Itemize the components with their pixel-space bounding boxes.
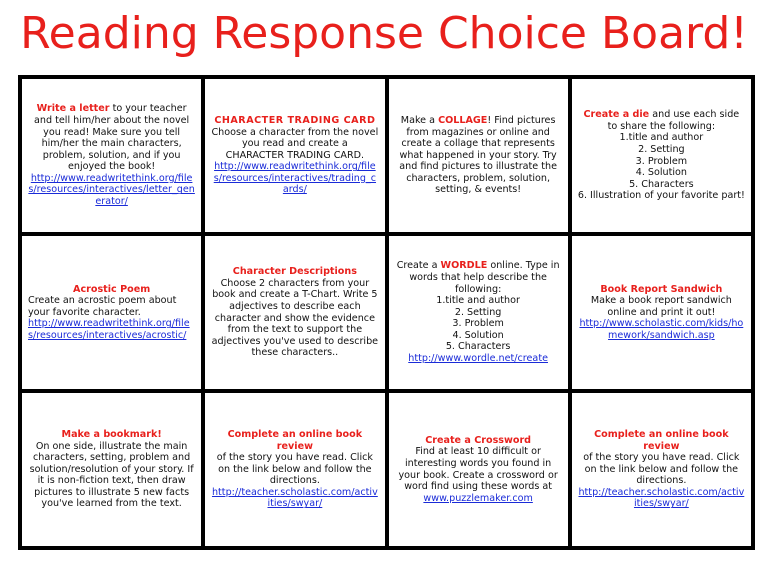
sandwich-link[interactable]: http://www.scholastic.com/kids/homework/sandwich.asp: [579, 318, 744, 341]
list-item: 4. Solution: [635, 167, 688, 179]
cell-online-book-review-2: [572, 393, 751, 546]
cell-heading: Complete an online book review: [594, 428, 729, 452]
cell-heading: Acrostic Poem: [73, 283, 151, 295]
cell-text: Choose a character from the novel you read and create a CHARACTER TRADING CARD.: [211, 126, 379, 161]
list-item: 1.title and author: [619, 132, 704, 144]
cell-text: Find at least 10 difficult or interesting words you found in your book. Create a crossword or word find using these words at: [398, 446, 558, 493]
cell-text: to your teacher and tell him/her about the novel you read! Make sure you tell him/her the main characters, problem, solution, and if you enjoyed the book!: [34, 103, 190, 173]
cell-heading: Complete an online book review: [227, 428, 363, 452]
cell-text: of the story you have read. Click on the link below and follow the directions.: [216, 452, 373, 487]
choice-board-grid: [18, 75, 755, 550]
cell-text: and use each side to share the following:: [607, 109, 740, 132]
list-item: 3. Problem: [452, 318, 504, 330]
cell-heading: Book Report Sandwich: [600, 283, 723, 295]
cell-write-letter: [22, 79, 201, 232]
cell-wordle: [389, 236, 568, 389]
cell-text: online. Type in words that help describe the following:: [409, 260, 560, 295]
cell-create-die: [572, 79, 751, 232]
cell-text: Choose 2 characters from your book and create a T-Chart. Write 5 adjectives to describe each character and show the evidence from the text to support the adjectives you've used to describe these characters..: [211, 277, 379, 359]
list-item: 6. Illustration of your favorite part!: [577, 190, 745, 202]
acrostic-link[interactable]: http://www.readwritethink.org/files/resources/interactives/acrostic/: [28, 318, 190, 341]
cell-text: ! Find pictures from magazines or online and create a collage that represents what happened in your story. Try and find pictures to illustrate the characters, problem, solution, setting, & events!: [399, 114, 557, 196]
letter-generator-link[interactable]: http://www.readwritethink.org/files/resources/interactives/letter_generator/: [28, 172, 195, 208]
wordle-link[interactable]: http://www.wordle.net/create: [408, 353, 548, 365]
cell-text-before: Create a: [396, 260, 441, 272]
cell-text: On one side, illustrate the main characters, setting, problem and solution/resolution of your story. If it is non-fiction text, then draw pictures to illustrate 5 new facts you've learned from the text.: [29, 440, 194, 510]
cell-bookmark: [22, 393, 201, 546]
page-title: Reading Response Choice Board!: [20, 8, 748, 59]
cell-heading: Write a letter: [36, 103, 110, 115]
cell-heading: Create a Crossword: [425, 434, 532, 446]
cell-text-before: Make a: [400, 114, 439, 126]
cell-crossword: [389, 393, 568, 546]
list-item: 2. Setting: [638, 143, 685, 155]
cell-heading: CHARACTER TRADING CARD: [214, 114, 376, 126]
cell-heading: Character Descriptions: [232, 266, 357, 278]
cell-online-book-review-1: [205, 393, 384, 546]
cell-heading: Create a die: [583, 109, 650, 121]
cell-text: of the story you have read. Click on the link below and follow the directions.: [583, 452, 740, 487]
cell-character-trading-card: [205, 79, 384, 232]
book-review-link[interactable]: http://teacher.scholastic.com/activities/swyar/: [578, 486, 745, 510]
cell-text: Make a book report sandwich online and print it out!: [590, 295, 732, 318]
cell-acrostic-poem: [22, 236, 201, 389]
book-review-link[interactable]: http://teacher.scholastic.com/activities/swyar/: [211, 486, 378, 510]
cell-text: Create an acrostic poem about your favorite character.: [28, 295, 177, 318]
trading-cards-link[interactable]: http://www.readwritethink.org/files/resources/interactives/trading_cards/: [213, 161, 377, 196]
list-item: 1.title and author: [436, 295, 520, 307]
list-item: 4. Solution: [452, 329, 504, 341]
list-item: 5. Characters: [629, 178, 694, 190]
list-item: 2. Setting: [454, 306, 502, 318]
cell-collage: [389, 79, 568, 232]
cell-character-descriptions: [205, 236, 384, 389]
cell-heading: Make a bookmark!: [61, 428, 162, 440]
puzzlemaker-link[interactable]: www.puzzlemaker.com: [423, 492, 533, 504]
cell-heading: COLLAGE: [438, 114, 488, 126]
cell-heading: WORDLE: [440, 260, 488, 272]
list-item: 3. Problem: [635, 155, 688, 167]
cell-book-report-sandwich: [572, 236, 751, 389]
list-item: 5. Characters: [445, 341, 511, 353]
